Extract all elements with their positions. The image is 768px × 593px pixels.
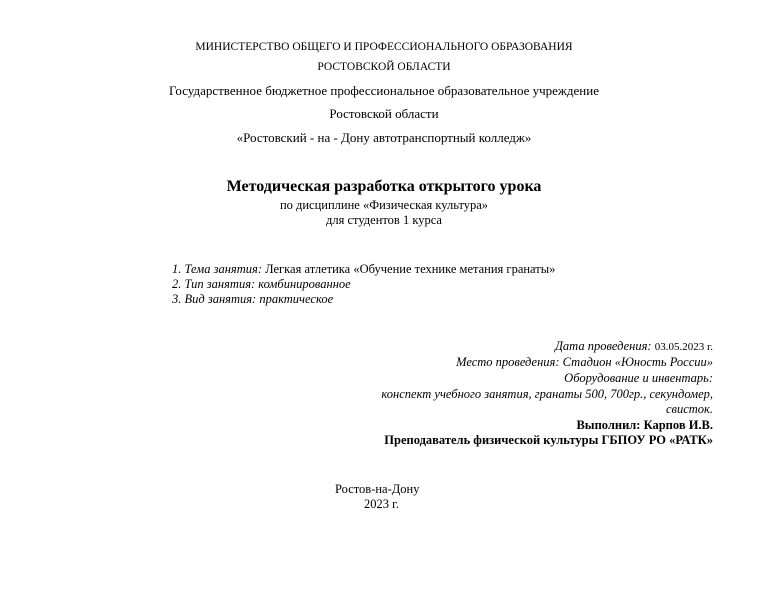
equipment-label: Оборудование и инвентарь: (564, 371, 713, 385)
lesson-info-list (172, 262, 555, 307)
date-value: 03.05.2023 г. (654, 341, 713, 353)
lesson-topic-value: Легкая атлетика «Обучение технике метания гранаты» (261, 262, 556, 276)
lesson-kind: 3. Вид занятия: практическое (172, 292, 334, 306)
list-item (172, 262, 555, 277)
year: 2023 г. (364, 497, 399, 511)
list-item (172, 277, 555, 292)
lesson-place: Место проведения: Стадион «Юность России» (456, 355, 713, 369)
lesson-date (555, 340, 713, 353)
audience-subtitle: для студентов 1 курса (326, 213, 442, 227)
lesson-type: 2. Тип занятия: комбинированное (172, 277, 351, 291)
institution-line-1: Государственное бюджетное профессиональное образовательное учреждение (169, 83, 599, 98)
discipline-subtitle: по дисциплине «Физическая культура» (279, 198, 489, 212)
document-title: Методическая разработка открытого урока (226, 178, 542, 195)
performed-by: Выполнил: Карпов И.В. (576, 418, 713, 432)
institution-line-2: Ростовской области (329, 106, 439, 121)
teacher-title: Преподаватель физической культуры ГБПОУ РО «РАТК» (384, 433, 713, 447)
list-item (172, 292, 555, 307)
region-heading: РОСТОВСКОЙ ОБЛАСТИ (317, 61, 451, 73)
city: Ростов-на-Дону (335, 482, 420, 496)
equipment-list-line-2: свисток. (665, 402, 713, 416)
equipment-list-line-1: конспект учебного занятия, гранаты 500, 700гр., секундомер, (381, 387, 713, 401)
date-label: Дата проведения: (554, 339, 655, 353)
lesson-topic-label: 1. Тема занятия: (172, 262, 262, 276)
institution-line-3: «Ростовский - на - Дону автотранспортный колледж» (236, 130, 532, 145)
ministry-heading: МИНИСТЕРСТВО ОБЩЕГО И ПРОФЕССИОНАЛЬНОГО ОБРАЗОВАНИЯ (195, 41, 573, 53)
